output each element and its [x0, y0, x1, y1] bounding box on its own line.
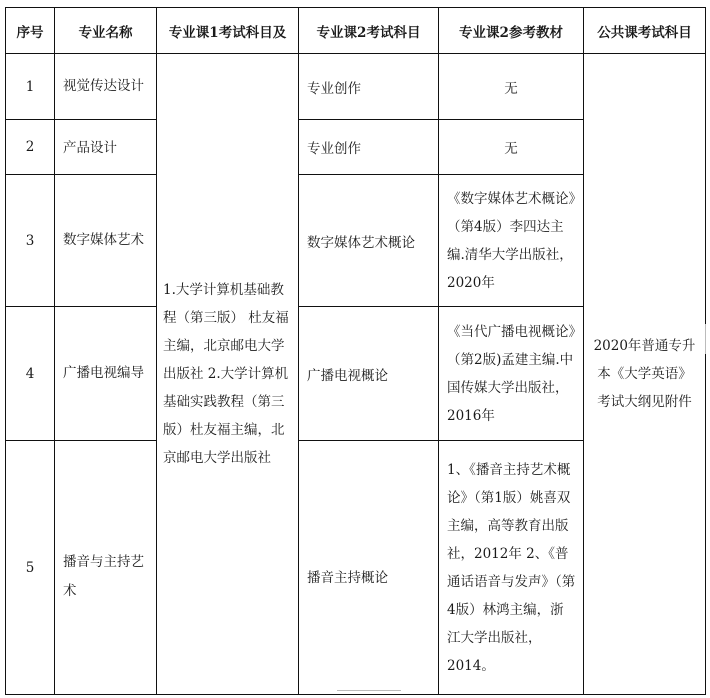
row-no: 2	[6, 120, 55, 175]
row-textbook2: 1、《播音主持艺术概论》（第1版）姚喜双主编，高等教育出版社，2012年 2、《普通话语音与发声》（第4版）林鸿主编，浙江大学出版社，2014。	[439, 441, 584, 695]
row-textbook2: 《数字媒体艺术概论》（第4版）李四达主编.清华大学出版社，2020年	[439, 175, 584, 307]
table-row	[6, 54, 706, 120]
header-course2: 专业课2考试科目	[299, 8, 439, 54]
row-major: 视觉传达设计	[55, 54, 157, 120]
bottom-divider	[337, 690, 401, 691]
row-no: 4	[6, 307, 55, 441]
row-course2: 广播电视概论	[299, 307, 439, 441]
row-no: 3	[6, 175, 55, 307]
page	[5, 7, 706, 695]
course1-cell: 1.大学计算机基础教程（第三版） 杜友福主编，北京邮电大学出版社 2.大学计算机基础实践教程（第三版）杜友福主编，北京邮电大学出版社	[157, 54, 299, 695]
row-major: 产品设计	[55, 120, 157, 175]
side-divider	[705, 324, 706, 354]
row-course2: 专业创作	[299, 120, 439, 175]
public-cell: 2020年普通专升本《大学英语》考试大纲见附件	[584, 54, 706, 695]
header-major: 专业名称	[55, 8, 157, 54]
row-course2: 数字媒体艺术概论	[299, 175, 439, 307]
header-textbook2: 专业课2参考教材	[439, 8, 584, 54]
row-textbook2: 无	[439, 120, 584, 175]
row-major: 广播电视编导	[55, 307, 157, 441]
row-course2: 播音主持概论	[299, 441, 439, 695]
row-major: 播音与主持艺术	[55, 441, 157, 695]
row-textbook2: 《当代广播电视概论》（第2版)孟建主编.中国传媒大学出版社，2016年	[439, 307, 584, 441]
header-public: 公共课考试科目	[584, 8, 706, 54]
header-no: 序号	[6, 8, 55, 54]
exam-subjects-table	[5, 7, 706, 695]
row-no: 5	[6, 441, 55, 695]
header-row	[6, 8, 706, 54]
row-no: 1	[6, 54, 55, 120]
row-course2: 专业创作	[299, 54, 439, 120]
row-textbook2: 无	[439, 54, 584, 120]
header-course1: 专业课1考试科目及	[157, 8, 299, 54]
row-major: 数字媒体艺术	[55, 175, 157, 307]
